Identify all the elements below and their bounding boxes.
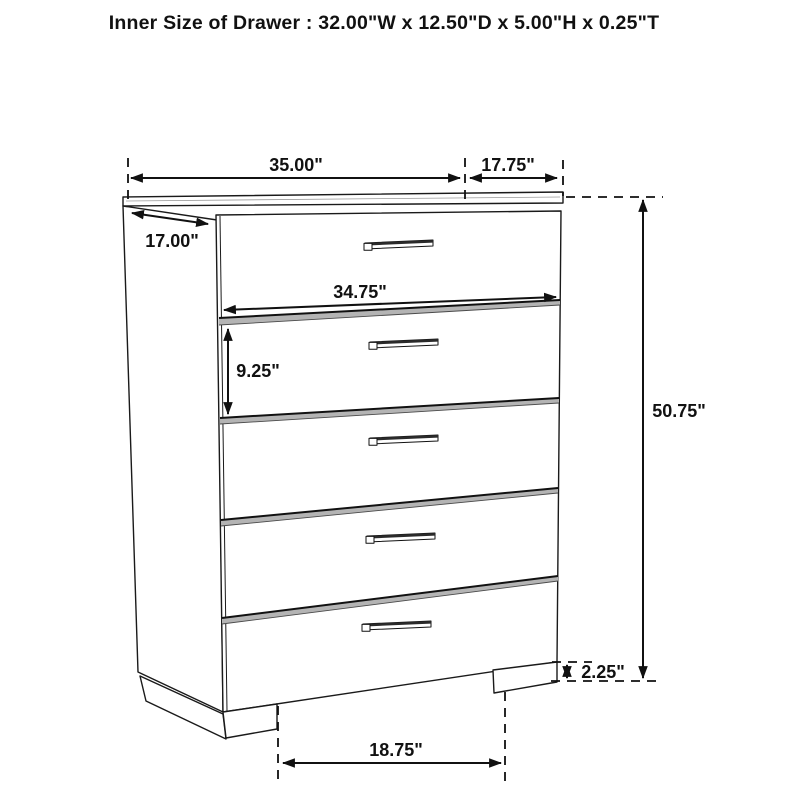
dimension-label-top-width: 35.00" [269, 155, 323, 175]
dimension-top-depth-right [470, 155, 557, 178]
dimension-leg-spacing [283, 740, 501, 763]
cabinet-side-panel [123, 206, 223, 712]
cabinet-outline [123, 192, 563, 739]
dimension-leg-height [567, 662, 625, 682]
dimension-label-side-depth: 17.00" [145, 231, 199, 251]
dimension-label-leg-height: 2.25" [581, 662, 625, 682]
dimension-label-drawer-width: 34.75" [333, 282, 387, 302]
dimension-label-total-height: 50.75" [652, 401, 706, 421]
dimension-label-top-depth-right: 17.75" [481, 155, 535, 175]
dimension-label-drawer-height: 9.25" [236, 361, 280, 381]
dimension-top-width [131, 155, 460, 178]
page-title: Inner Size of Drawer : 32.00"W x 12.50"D x 5.00"H x 0.25"T [108, 12, 660, 34]
dimension-label-leg-spacing: 18.75" [369, 740, 423, 760]
cabinet-front-face [216, 211, 561, 712]
dimension-total-height [643, 200, 706, 678]
